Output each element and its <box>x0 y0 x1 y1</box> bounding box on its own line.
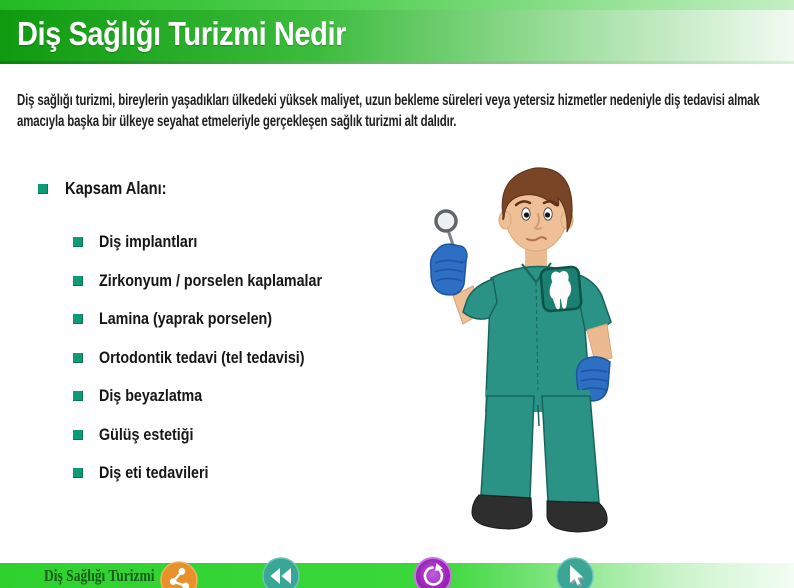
rewind-button[interactable] <box>262 557 300 588</box>
list-item-label: Diş implantları <box>99 232 198 251</box>
header-bottom-edge <box>0 61 794 64</box>
square-bullet-icon <box>73 468 83 478</box>
header-top-strip <box>0 0 794 10</box>
list-item <box>73 310 364 328</box>
dentist-illustration <box>415 150 665 550</box>
list-item-label: Lamina (yaprak porselen) <box>99 309 273 328</box>
scrub-pants <box>481 390 599 502</box>
shoe-right <box>547 501 607 532</box>
scope-heading-label: Kapsam Alanı: <box>65 178 167 198</box>
square-bullet-icon <box>38 184 48 194</box>
page-title: Diş Sağlığı Turizmi Nedir <box>17 15 346 52</box>
list-item-label: Diş beyazlatma <box>99 386 203 405</box>
square-bullet-icon <box>73 353 83 363</box>
list-item <box>73 464 364 482</box>
list-item-label: Zirkonyum / porselen kaplamalar <box>99 270 323 290</box>
scope-heading <box>38 178 364 199</box>
footer-title: Diş Sağlığı Turizmi <box>44 566 155 585</box>
square-bullet-icon <box>73 276 83 286</box>
replay-button[interactable] <box>414 557 452 588</box>
dental-mirror-icon <box>436 211 456 231</box>
intro-paragraph: Diş sağlığı turizmi, bireylerin yaşadıkları ülkedeki yüksek maliyet, uzun bekleme süreleri veya yetersiz hizmetler nedeniyle diş tedavisi almak amacıyla başka bir ülkeye seyahat etmeleriyle gerçekleşen sağlık turizmi alt dalıdır. <box>17 92 760 130</box>
square-bullet-icon <box>73 391 83 401</box>
list-item <box>73 272 364 290</box>
dentist-head <box>499 168 573 251</box>
tooth-badge-icon <box>540 266 582 311</box>
list-item-label: Ortodontik tedavi (tel tedavisi) <box>99 347 305 367</box>
shoe-left <box>472 495 532 529</box>
list-item <box>73 233 364 251</box>
scope-list <box>73 233 364 482</box>
square-bullet-icon <box>73 430 83 440</box>
square-bullet-icon <box>73 314 83 324</box>
list-item <box>73 426 364 444</box>
list-item-label: Diş eti tedavileri <box>99 463 209 482</box>
share-button[interactable] <box>160 561 198 588</box>
square-bullet-icon <box>73 237 83 247</box>
pointer-button[interactable] <box>556 557 594 588</box>
list-item <box>73 387 364 405</box>
list-item-label: Gülüş estetiği <box>99 424 194 444</box>
list-item <box>73 349 364 367</box>
scope-section <box>38 178 364 503</box>
